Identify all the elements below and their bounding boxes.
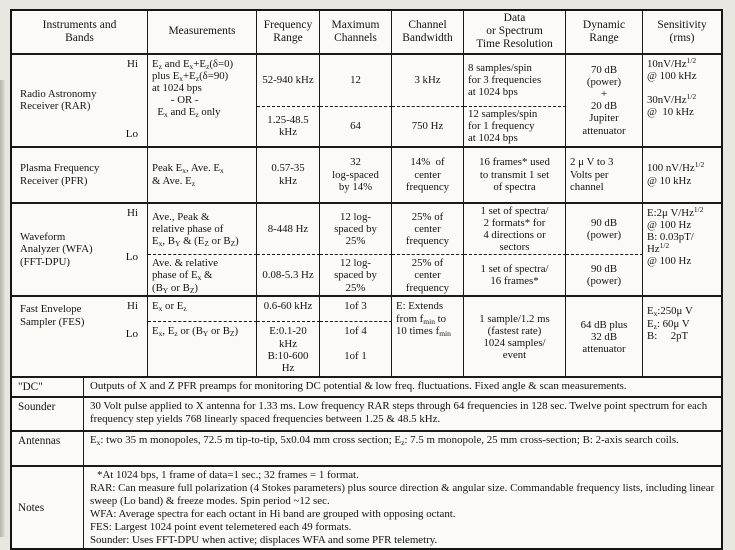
rar-sensitivity-cell: $10nV/Hz^{1/2}$ @ 100 kHz $30nV/Hz^{1/2}$ @ 10 kHz: [643, 55, 721, 148]
header-channel-bandwidth: Channel Bandwidth: [392, 11, 464, 55]
wfa-hi-frequency-cell: 8-448 Hz: [257, 204, 320, 256]
fes-lo-band-label: Lo: [125, 328, 138, 341]
rar-hi-time-resolution-cell: 8 samples/spin for 3 frequencies at 1024 bps: [464, 55, 566, 107]
wfa-lo-time-resolution-cell: 1 set of spectra/ 16 frames*: [464, 255, 566, 297]
dc-row: [12, 378, 721, 398]
wfa-lo-band-label: Lo: [125, 250, 138, 263]
pfr-instrument-name: Plasma Frequency Receiver (PFR): [20, 162, 100, 187]
wfa-hi-bandwidth-cell: 25% of center frequency: [392, 204, 464, 256]
wfa-hi-dynamic-range-cell: 90 dB (power): [566, 204, 643, 256]
wfa-lo-channels-cell: 12 log- spaced by 25%: [320, 255, 392, 297]
antennas-label: Antennas: [12, 432, 84, 467]
wfa-hi-measurements-cell: Ave., Peak & relative phase of $E_x$, $B_Y$ & ($E_Z$ or $B_Z$): [148, 204, 257, 256]
fes-dynamic-range-cell: 64 dB plus 32 dB attenuator: [566, 297, 643, 378]
scan-artifact: [0, 80, 5, 537]
spec-table: [12, 11, 721, 378]
sounder-row: [12, 398, 721, 432]
rar-hi-row: [12, 55, 721, 107]
wfa-hi-band-label: Hi: [127, 206, 138, 219]
rar-instrument-name: Radio Astronomy Receiver (RAR): [20, 87, 97, 113]
fes-hi-row: [12, 297, 721, 322]
note-line-sounder: Sounder: Uses FFT-DPU when active; displaces WFA and some PFR telemetry.: [90, 533, 438, 546]
sounder-text: 30 Volt pulse applied to X antenna for 1.33 ms. Low frequency RAR steps through 64 frequencies in 128 sec. Twelve point spectrum for each frequency step yields 768 linearly spaced frequencies between 1.25 & 48.5 kHz.: [84, 398, 721, 432]
instrument-summary-table: [10, 9, 723, 550]
antennas-text: $E_x$: two 35 m monopoles, 72.5 m tip-to-tip, 5x0.04 mm cross section; $E_z$: 7.5 m monopole, 25 mm cross-section; B: 2-axis search coils.: [84, 432, 721, 467]
rar-lo-channels-cell: 64: [320, 107, 392, 148]
rar-lo-band-label: Lo: [125, 128, 138, 141]
header-measurements: Measurements: [148, 11, 257, 55]
rar-hi-channels-cell: 12: [320, 55, 392, 107]
wfa-hi-row: [12, 204, 721, 256]
rar-hi-frequency-cell: 52-940 kHz: [257, 55, 320, 107]
header-maximum-channels: Maximum Channels: [320, 11, 392, 55]
fes-bandwidth-cell: E: Extends from $f_{min}$ to 10 times $f_{min}$: [392, 297, 464, 378]
fes-instrument-name: Fast Envelope Sampler (FES): [20, 303, 85, 328]
notes-label: Notes: [12, 467, 84, 547]
rar-hi-band-label: Hi: [127, 57, 138, 70]
fes-hi-band-label: Hi: [127, 300, 138, 313]
pfr-dynamic-range-cell: 2 μ V to 3 Volts per channel: [566, 148, 643, 204]
fes-hi-channels-cell: 1of 3: [320, 297, 392, 322]
sounder-label: Sounder: [12, 398, 84, 432]
fes-hi-frequency-cell: 0.6-60 kHz: [257, 297, 320, 322]
wfa-instrument-name: Waveform Analyzer (WFA) (FFT-DPU): [20, 231, 93, 268]
note-line-rar: RAR: Can measure full polarization (4 Stokes parameters) plus source direction & angular size. Commandable frequency lists, including linear sweep (Lo band) & freeze modes. Spin period ~12 sec.: [90, 482, 715, 508]
pfr-row: [12, 148, 721, 204]
rar-measurements-cell: $E_z$ and $E_x+E_z(\delta=0)$ plus $E_x+E_z(\delta=90)$ at 1024 bps - OR - $E_x$ and $E_z$ only: [148, 55, 257, 148]
fes-name-cell: [12, 297, 148, 378]
pfr-time-resolution-cell: 16 frames* used to transmit 1 set of spectra: [464, 148, 566, 204]
wfa-name-cell: [12, 204, 148, 298]
fes-sensitivity-cell: $E_x:250\mu$ V $E_z$: 60μ V B: 2pT: [643, 297, 721, 378]
rar-name-cell: [12, 55, 148, 148]
rar-lo-bandwidth-cell: 750 Hz: [392, 107, 464, 148]
wfa-lo-bandwidth-cell: 25% of center frequency: [392, 255, 464, 297]
dc-text: Outputs of X and Z PFR preamps for monitoring DC potential & low freq. fluctuations. Fixed angle & scan measurements.: [84, 378, 721, 398]
table-header-row: [12, 11, 721, 55]
pfr-measurements-cell: Peak $E_x$, Ave. $E_x$ & Ave. $E_z$: [148, 148, 257, 204]
rar-hi-bandwidth-cell: 3 kHz: [392, 55, 464, 107]
wfa-lo-frequency-cell: 0.08-5.3 Hz: [257, 255, 320, 297]
header-sensitivity: Sensitivity (rms): [643, 11, 721, 55]
note-line-fes: FES: Largest 1024 point event telemetered each 49 formats.: [90, 520, 352, 533]
notes-row: [12, 467, 721, 547]
wfa-hi-time-resolution-cell: 1 set of spectra/ 2 formats* for 4 directions or sectors: [464, 204, 566, 256]
wfa-sensitivity-cell: E:2μ $V/Hz^{1/2}$ @ 100 Hz B: 0.03pT/ $Hz^{1/2}$ @ 100 Hz: [643, 204, 721, 298]
header-dynamic-range: Dynamic Range: [566, 11, 643, 55]
fes-lo-measurements-cell: $E_x$, $E_z$ or ($B_Y$ or $B_Z$): [148, 322, 257, 378]
pfr-sensitivity-cell: 100 $nV/Hz^{1/2}$ @ 10 kHz: [643, 148, 721, 204]
pfr-bandwidth-cell: 14% of center frequency: [392, 148, 464, 204]
rar-lo-frequency-cell: 1.25-48.5 kHz: [257, 107, 320, 148]
rar-dynamic-range-cell: 70 dB (power) + 20 dB Jupiter attenuator: [566, 55, 643, 148]
fes-hi-measurements-cell: $E_x$ or $E_z$: [148, 297, 257, 322]
header-instruments-and-bands: Instruments and Bands: [12, 11, 148, 55]
wfa-lo-measurements-cell: Ave. & relative phase of $E_x$ & ($B_Y$ or $B_Z$): [148, 255, 257, 297]
rar-lo-time-resolution-cell: 12 samples/spin for 1 frequency at 1024 bps: [464, 107, 566, 148]
fes-time-resolution-cell: 1 sample/1.2 ms (fastest rate) 1024 samples/ event: [464, 297, 566, 378]
pfr-frequency-cell: 0.57-35 kHz: [257, 148, 320, 204]
fes-lo-channels-cell: 1of 4 1of 1: [320, 322, 392, 378]
note-line-format: *At 1024 bps, 1 frame of data=1 sec.; 32 frames = 1 format.: [97, 469, 359, 482]
antennas-row: [12, 432, 721, 467]
dc-label: "DC": [12, 378, 84, 398]
pfr-name-cell: [12, 148, 148, 204]
pfr-channels-cell: 32 log-spaced by 14%: [320, 148, 392, 204]
wfa-hi-channels-cell: 12 log- spaced by 25%: [320, 204, 392, 256]
note-line-wfa: WFA: Average spectra for each octant in Hi band are grouped with opposing octant.: [90, 507, 456, 520]
notes-text: [84, 467, 721, 547]
wfa-lo-dynamic-range-cell: 90 dB (power): [566, 255, 643, 297]
header-time-resolution: Data or Spectrum Time Resolution: [464, 11, 566, 55]
footnotes-table: [12, 378, 721, 547]
fes-lo-frequency-cell: E:0.1-20 kHz B:10-600 Hz: [257, 322, 320, 378]
header-frequency-range: Frequency Range: [257, 11, 320, 55]
